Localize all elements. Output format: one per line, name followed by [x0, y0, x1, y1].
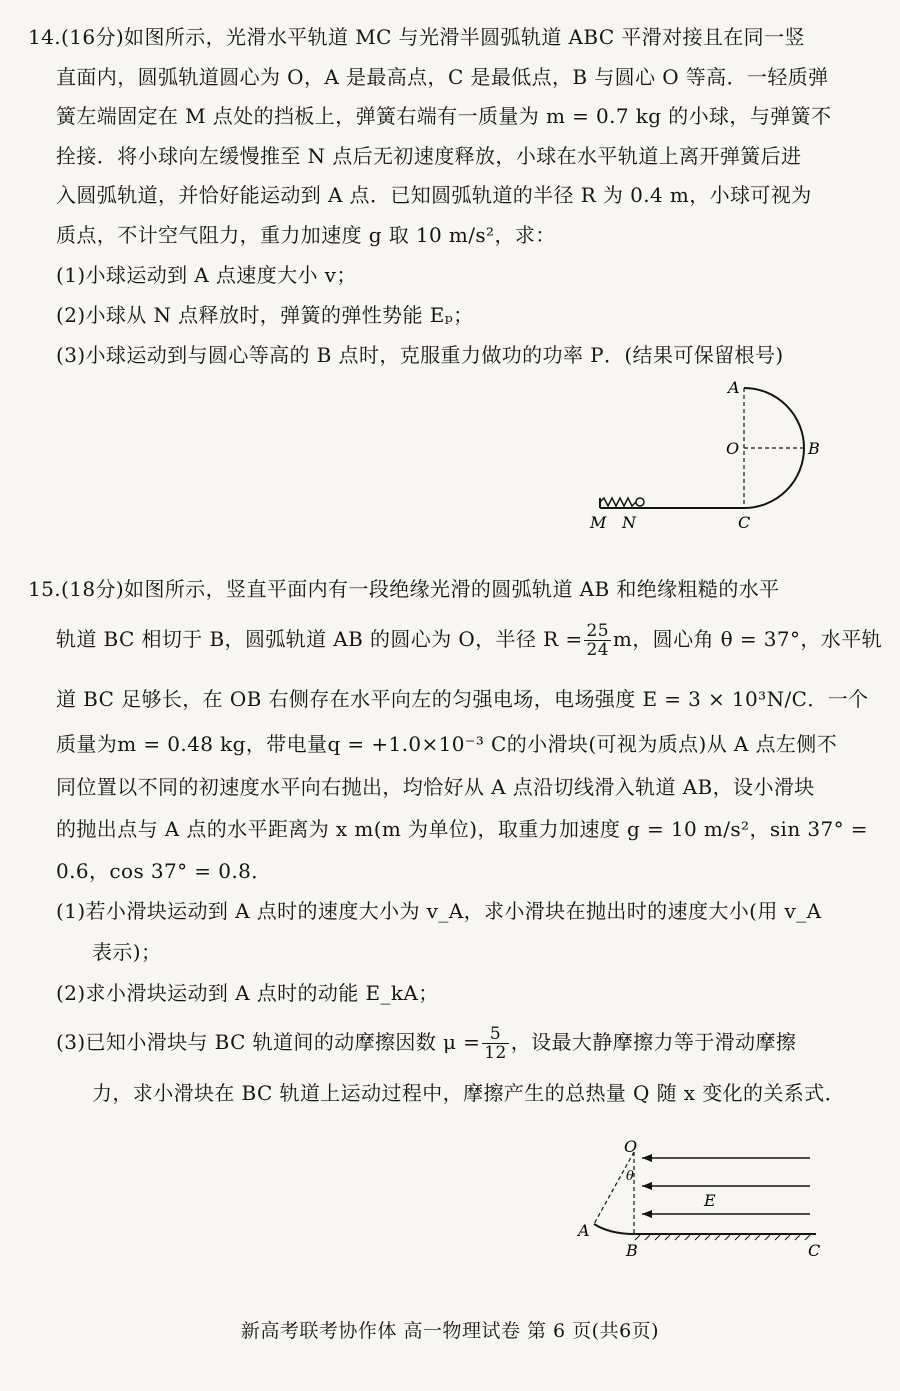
q15-sub-3a: (3)已知小滑块与 BC 轨道间的动摩擦因数 μ = $\frac{5}{12}$ ，设最大静摩擦力等于滑动摩擦 [56, 1024, 797, 1063]
q14-label-n: N [622, 513, 636, 532]
q14-line-5: 入圆弧轨道，并恰好能运动到 A 点．已知圆弧轨道的半径 R 为 0.4 m，小球可视为 [56, 183, 812, 207]
q15-label-o: O [624, 1138, 638, 1156]
q15-mu-fraction: $\frac{5}{12}$ [484, 1024, 507, 1063]
q14-sub-2: (2)小球从 N 点释放时，弹簧的弹性势能 Eₚ； [56, 303, 474, 327]
q15-line-1: 15.(18分)如图所示，竖直平面内有一段绝缘光滑的圆弧轨道 AB 和绝缘粗糙的水平 [28, 577, 780, 601]
q14-sub-1: (1)小球运动到 A 点速度大小 v； [56, 263, 357, 287]
q15-label-theta: θ [626, 1169, 634, 1184]
q15-line-5: 同位置以不同的初速度水平向右抛出，均恰好从 A 点沿切线滑入轨道 AB，设小滑块 [56, 775, 815, 799]
q14-label-a: A [728, 378, 740, 397]
q14-label-m: M [590, 513, 607, 532]
q15-line-2: 轨道 BC 相切于 B，圆弧轨道 AB 的圆心为 O，半径 R = $\frac{25}{24}$ m，圆心角 θ = 37°，水平轨 [56, 621, 883, 660]
q14-line-4: 拴接．将小球向左缓慢推至 N 点后无初速度释放，小球在水平轨道上离开弹簧后进 [56, 144, 802, 168]
q15-label-e: E [704, 1191, 716, 1210]
q14-label-c: C [738, 513, 751, 532]
q15-line-7: 0.6，cos 37° = 0.8． [56, 859, 272, 883]
q15-sub-2: (2)求小滑块运动到 A 点时的动能 E_kA； [56, 981, 439, 1005]
q14-label-o: O [726, 439, 740, 458]
q15-sub-1b: 表示)； [92, 940, 162, 964]
q14-label-b: B [808, 439, 820, 458]
q14-figure [580, 378, 840, 538]
q15-sub-1a: (1)若小滑块运动到 A 点时的速度大小为 v_A，求小滑块在抛出时的速度大小(用 v_A [56, 899, 822, 923]
q15-sub-3b: 力，求小滑块在 BC 轨道上运动过程中，摩擦产生的总热量 Q 随 x 变化的关系式． [92, 1081, 845, 1105]
q14-line-1: 14.(16分)如图所示，光滑水平轨道 MC 与光滑半圆弧轨道 ABC 平滑对接且在同一竖 [28, 25, 805, 49]
q14-line-2: 直面内，圆弧轨道圆心为 O，A 是最高点，C 是最低点，B 与圆心 O 等高．一轻质弹 [56, 65, 829, 89]
q15-label-b: B [626, 1241, 638, 1260]
q14-line-3: 簧左端固定在 M 点处的挡板上，弹簧右端有一质量为 m = 0.7 kg 的小球，与弹簧不 [56, 104, 832, 128]
q15-radius-fraction: $\frac{25}{24}$ [586, 621, 609, 660]
q14-sub-3: (3)小球运动到与圆心等高的 B 点时，克服重力做功的功率 P．(结果可保留根号) [56, 343, 784, 367]
q14-line-6: 质点，不计空气阻力，重力加速度 g 取 10 m/s²，求： [56, 223, 556, 247]
q15-figure [570, 1138, 840, 1268]
q15-line-3: 道 BC 足够长，在 OB 右侧存在水平向左的匀强电场，电场强度 E = 3 × 10³N/C．一个 [56, 687, 869, 711]
q15-line-4: 质量为m = 0.48 kg，带电量q = +1.0×10⁻³ C的小滑块(可视为质点)从 A 点左侧不 [56, 732, 838, 756]
q15-label-a: A [578, 1221, 590, 1240]
q15-line-6: 的抛出点与 A 点的水平距离为 x m(m 为单位)，取重力加速度 g = 10 m/s²，sin 37° = [56, 817, 868, 841]
page-footer: 新高考联考协作体 高一物理试卷 第 6 页(共6页) [240, 1320, 660, 1342]
q15-label-c: C [808, 1241, 821, 1260]
